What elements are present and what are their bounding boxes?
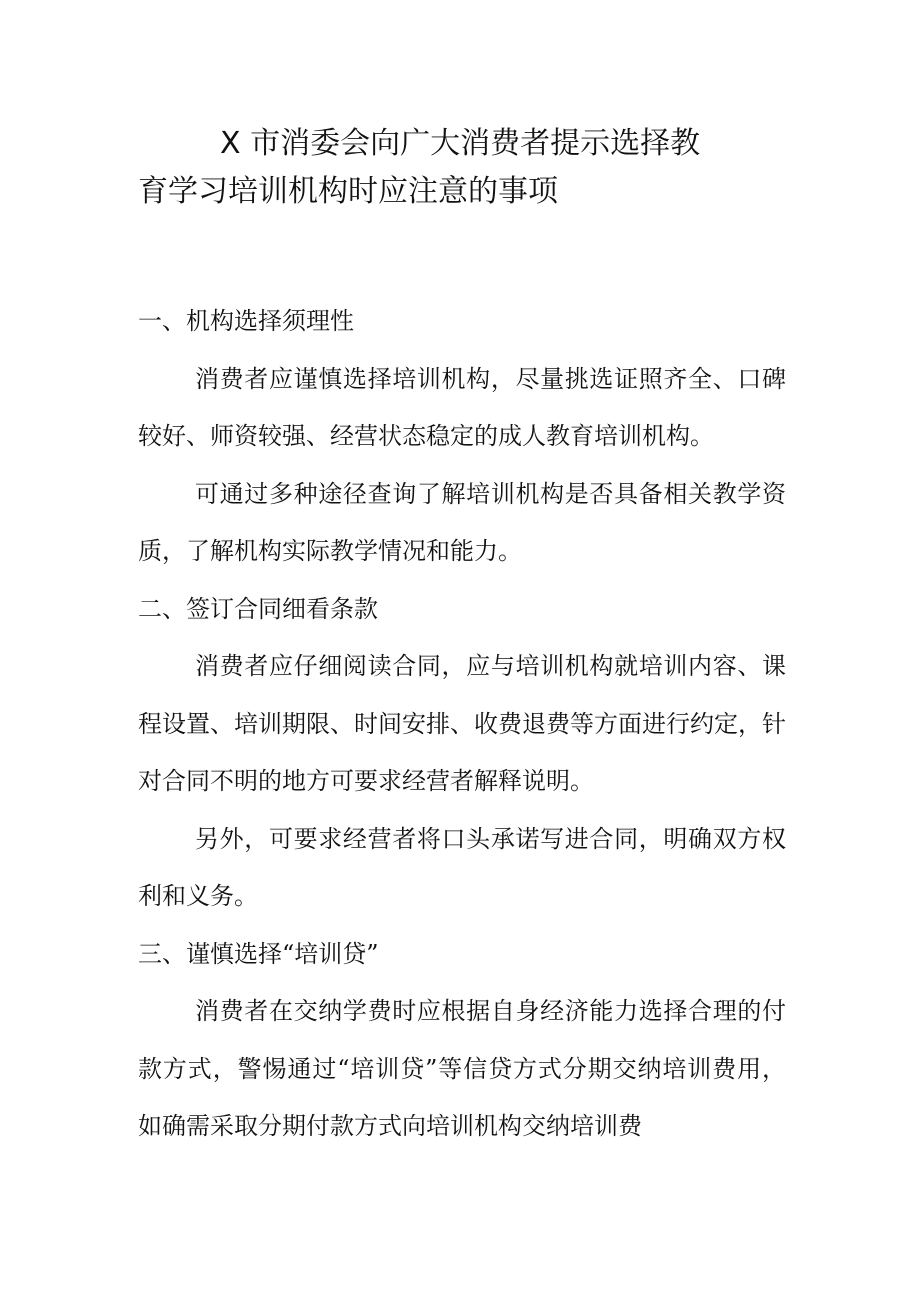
section-3 (138, 926, 786, 1156)
title-line-2: 育学习培训机构时应注意的事项 (138, 174, 558, 209)
section-2 (138, 581, 786, 926)
section-1 (138, 293, 786, 581)
document-body (138, 293, 786, 1156)
document-title (138, 120, 798, 216)
paragraph: 另外，可要求经营者将口头承诺写进合同，明确双方权利和义务。 (138, 824, 786, 910)
paragraph: 消费者应仔细阅读合同，应与培训机构就培训内容、课程设置、培训期限、时间安排、收费退费等方面进行约定，针对合同不明的地方可要求经营者解释说明。 (138, 652, 786, 795)
paragraph: 可通过多种途径查询了解培训机构是否具备相关教学资质，了解机构实际教学情况和能力。 (138, 479, 786, 565)
section-heading: 二、签订合同细看条款 (138, 594, 378, 623)
section-heading: 一、机构选择须理性 (138, 307, 354, 335)
section-heading: 三、谨慎选择“培训贷” (138, 939, 379, 968)
paragraph: 消费者在交纳学费时应根据自身经济能力选择合理的付款方式，警惕通过“培训贷”等信贷方式分期交纳培训费用，如确需采取分期付款方式向培训机构交纳培训费 (138, 997, 786, 1140)
paragraph: 消费者应谨慎选择培训机构，尽量挑选证照齐全、口碑较好、师资较强、经营状态稳定的成人教育培训机构。 (138, 364, 786, 450)
title-line-1: X 市消委会向广大消费者提示选择教 (220, 126, 701, 161)
